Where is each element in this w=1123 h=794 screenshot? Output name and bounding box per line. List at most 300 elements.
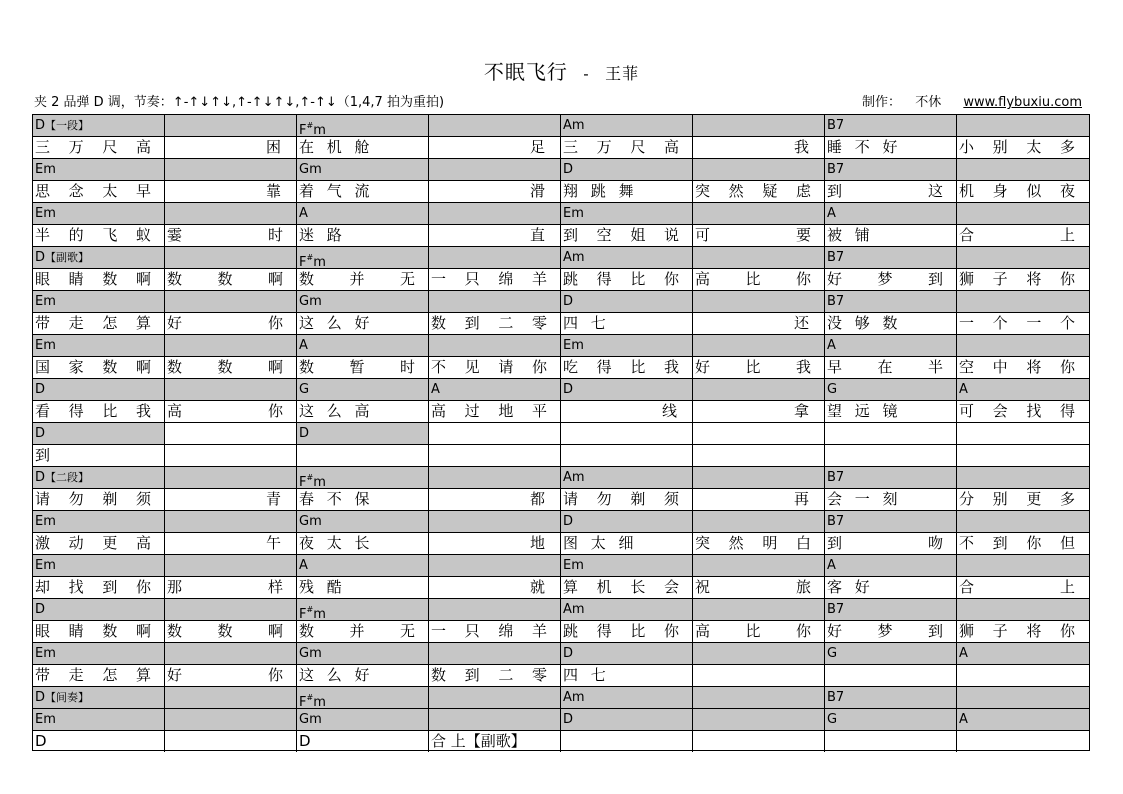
lyric-cell — [165, 577, 297, 598]
lyric-cell — [165, 137, 297, 158]
lyric-cell — [165, 357, 297, 378]
lyric-cell — [297, 313, 429, 334]
lyric-cell — [297, 445, 429, 466]
lyric-text: 一 只 绵 羊 — [431, 622, 547, 640]
chord-cell — [297, 599, 429, 620]
chord-cell — [825, 467, 957, 488]
chord-cell — [693, 291, 825, 312]
lyric-cell — [957, 269, 1089, 290]
lyric-cell — [33, 137, 165, 158]
chord-row — [33, 599, 1089, 621]
chord-cell — [561, 335, 693, 356]
lyric-cell — [825, 357, 957, 378]
lyric-cell — [693, 665, 825, 686]
chord-cell — [825, 643, 957, 664]
chord-name: A — [827, 338, 836, 353]
lyric-cell — [33, 357, 165, 378]
chord-cell — [429, 291, 561, 312]
section-tag: 【副歌】 — [45, 251, 90, 264]
chord-cell — [693, 555, 825, 576]
lyric-text: 被 铺 — [827, 226, 870, 244]
song-title: 不眠飞行 — [483, 60, 568, 84]
chord-row — [33, 555, 1089, 577]
lyric-cell — [957, 731, 1089, 752]
chord-name: D — [563, 382, 574, 397]
chord-name: Am — [563, 602, 585, 617]
lyric-row — [33, 731, 1089, 753]
chord-name: D — [35, 602, 46, 617]
lyric-text: 可 会 找 得 — [959, 402, 1075, 420]
lyric-text: 这 么 好 — [299, 666, 370, 684]
chord-row — [33, 335, 1089, 357]
chord-name: B7 — [827, 250, 845, 265]
lyric-cell — [561, 225, 693, 246]
chord-cell — [165, 643, 297, 664]
chord-name: Em — [563, 338, 584, 353]
chord-cell — [957, 709, 1089, 730]
lyric-cell — [297, 489, 429, 510]
chord-cell — [33, 379, 165, 400]
lyric-cell — [561, 401, 693, 422]
chord-cell — [165, 379, 297, 400]
chord-cell — [429, 643, 561, 664]
lyric-cell — [957, 313, 1089, 334]
chord-cell — [825, 159, 957, 180]
lyric-text: 直 — [529, 226, 545, 244]
lyric-cell — [297, 269, 429, 290]
chord-row — [33, 379, 1089, 401]
lyric-text: 夜 太 长 — [299, 534, 370, 552]
chord-name: B7 — [827, 118, 845, 133]
lyric-cell — [429, 401, 561, 422]
chord-name: A — [959, 646, 968, 661]
chord-name: B7 — [827, 294, 845, 309]
lyric-cell — [429, 313, 561, 334]
chord-cell — [957, 159, 1089, 180]
lyric-cell — [561, 577, 693, 598]
lyric-text: 分 别 更 多 — [959, 490, 1075, 508]
lyric-cell — [33, 313, 165, 334]
capo-rhythm-info: 夹 2 品弹 D 调，节奏：↑-↑↓↑↓,↑-↑↓↑↓,↑-↑↓（1,4,7 拍为重拍) — [34, 95, 445, 110]
lyric-cell — [429, 665, 561, 686]
chord-cell — [297, 709, 429, 730]
chord-name: D — [35, 118, 46, 133]
lyric-text: 望 远 镜 — [827, 402, 898, 420]
chord-cell — [429, 115, 561, 136]
lyric-cell — [297, 577, 429, 598]
artist-name: 王菲 — [605, 64, 640, 83]
lyric-text: 数 数 啊 — [167, 622, 283, 640]
lyric-cell — [33, 665, 165, 686]
lyric-cell — [165, 181, 297, 202]
lyric-text: 突 然 疑 虑 — [695, 182, 811, 200]
lyric-text: 三 万 尺 高 — [35, 138, 151, 156]
lyric-text: 跳 得 比 你 — [563, 270, 679, 288]
lyric-row — [33, 225, 1089, 247]
chord-name: Am — [563, 470, 585, 485]
chord-cell — [429, 159, 561, 180]
lyric-cell — [33, 489, 165, 510]
lyric-text: 一 只 绵 羊 — [431, 270, 547, 288]
lyric-cell — [561, 137, 693, 158]
chord-cell — [165, 335, 297, 356]
lyric-text: 跳 得 比 你 — [563, 622, 679, 640]
lyric-cell — [825, 621, 957, 642]
chord-cell — [825, 203, 957, 224]
lyric-text: 带 走 怎 算 — [35, 666, 151, 684]
lyric-text: 思 念 太 早 — [35, 182, 151, 200]
lyric-cell — [561, 313, 693, 334]
lyric-cell — [693, 313, 825, 334]
lyric-text: 这 么 高 — [299, 402, 370, 420]
lyric-text: 都 — [529, 490, 545, 508]
chord-cell — [33, 511, 165, 532]
lyric-cell — [957, 181, 1089, 202]
chord-cell — [165, 115, 297, 136]
lyric-cell — [33, 445, 165, 466]
lyric-text: 四 七 — [563, 666, 606, 684]
chord-name: D — [563, 514, 574, 529]
chord-name: Gm — [299, 162, 322, 177]
chord-cell — [561, 599, 693, 620]
lyric-row — [33, 401, 1089, 423]
lyric-cell — [957, 489, 1089, 510]
chord-name: D — [35, 470, 46, 485]
chord-cell — [429, 423, 561, 444]
lyric-row — [33, 445, 1089, 467]
lyric-cell — [825, 269, 957, 290]
lyric-text: 好 比 我 — [695, 358, 811, 376]
lyric-cell — [33, 533, 165, 554]
lyric-text: 国 家 数 啊 — [35, 358, 151, 376]
lyric-cell — [693, 357, 825, 378]
lyric-cell — [957, 621, 1089, 642]
chord-name: Gm — [299, 514, 322, 529]
lyric-cell — [165, 665, 297, 686]
lyric-text: 吃 得 比 我 — [563, 358, 679, 376]
chord-name: Em — [35, 162, 56, 177]
lyric-cell — [429, 489, 561, 510]
lyric-text: 不 见 请 你 — [431, 358, 547, 376]
chord-name: G — [827, 382, 838, 397]
chord-row — [33, 159, 1089, 181]
chord-cell — [297, 291, 429, 312]
lyric-cell — [165, 621, 297, 642]
lyric-cell — [561, 489, 693, 510]
lyric-text: 请 勿 剃 须 — [563, 490, 679, 508]
lyric-text: 到 空 姐 说 — [563, 226, 679, 244]
lyric-cell — [297, 137, 429, 158]
chord-row — [33, 643, 1089, 665]
chord-name: A — [431, 382, 440, 397]
chord-cell — [429, 687, 561, 708]
chord-cell — [297, 335, 429, 356]
chord-name: A — [299, 558, 308, 573]
chord-cell — [33, 687, 165, 708]
lyric-row — [33, 269, 1089, 291]
chord-cell — [561, 115, 693, 136]
lyric-cell — [429, 137, 561, 158]
lyric-text: 机 身 似 夜 — [959, 182, 1075, 200]
lyric-row — [33, 533, 1089, 555]
lyric-row — [33, 577, 1089, 599]
chord-cell — [825, 511, 957, 532]
chord-cell — [825, 379, 957, 400]
lyric-text: 空 中 将 你 — [959, 358, 1075, 376]
lyric-text: 数 并 无 — [299, 270, 415, 288]
chord-row — [33, 115, 1089, 137]
lyric-text: 好 你 — [167, 666, 283, 684]
lyric-cell — [165, 445, 297, 466]
lyric-text: 算 机 长 会 — [563, 578, 679, 596]
chord-name: A — [959, 712, 968, 727]
chord-name: D — [563, 162, 574, 177]
chord-cell — [561, 247, 693, 268]
chord-cell — [165, 247, 297, 268]
chord-name: F#m — [299, 473, 326, 488]
lyric-text: 会 一 刻 — [827, 490, 898, 508]
chord-cell — [957, 115, 1089, 136]
chord-cell — [825, 291, 957, 312]
lyric-row — [33, 621, 1089, 643]
lyric-cell — [957, 137, 1089, 158]
section-tag: 【一段】 — [45, 119, 90, 132]
lyric-cell — [561, 269, 693, 290]
chord-cell — [297, 511, 429, 532]
chord-name: D — [35, 690, 46, 705]
chord-lyric-sheet — [32, 114, 1090, 751]
lyric-text: D — [35, 732, 47, 750]
chord-cell — [825, 687, 957, 708]
lyric-text: 好 你 — [167, 314, 283, 332]
lyric-cell — [165, 401, 297, 422]
lyric-cell — [165, 489, 297, 510]
lyric-text: 数 并 无 — [299, 622, 415, 640]
lyric-cell — [297, 731, 429, 752]
lyric-cell — [693, 137, 825, 158]
chord-cell — [429, 203, 561, 224]
lyric-cell — [957, 357, 1089, 378]
chord-name: Em — [35, 646, 56, 661]
song-title-line — [0, 56, 1123, 85]
chord-cell — [297, 555, 429, 576]
lyric-cell — [429, 577, 561, 598]
lyric-cell — [165, 269, 297, 290]
lyric-cell — [165, 533, 297, 554]
chord-row — [33, 467, 1089, 489]
lyric-text: 靠 — [265, 182, 281, 200]
chord-cell — [33, 159, 165, 180]
lyric-row — [33, 181, 1089, 203]
chord-name: Em — [35, 712, 56, 727]
lyric-cell — [165, 225, 297, 246]
chord-cell — [957, 291, 1089, 312]
lyric-cell — [693, 731, 825, 752]
lyric-text: 眼 睛 数 啊 — [35, 270, 151, 288]
chord-name: D — [35, 426, 46, 441]
lyric-text: 带 走 怎 算 — [35, 314, 151, 332]
lyric-text: 突 然 明 白 — [695, 534, 811, 552]
lyric-cell — [429, 269, 561, 290]
chord-name: Gm — [299, 712, 322, 727]
lyric-text: 困 — [265, 138, 281, 156]
lyric-cell — [429, 181, 561, 202]
chord-cell — [561, 291, 693, 312]
chord-cell — [429, 511, 561, 532]
lyric-text: 春 不 保 — [299, 490, 370, 508]
chord-cell — [693, 511, 825, 532]
chord-name: A — [299, 206, 308, 221]
chord-cell — [165, 709, 297, 730]
chord-cell — [429, 467, 561, 488]
lyric-text: 半 的 飞 蚁 — [35, 226, 151, 244]
lyric-text: 着 气 流 — [299, 182, 370, 200]
chord-cell — [957, 379, 1089, 400]
chord-cell — [693, 159, 825, 180]
chord-cell — [429, 247, 561, 268]
lyric-text: 合 上 — [959, 226, 1075, 244]
chord-cell — [693, 687, 825, 708]
lyric-row — [33, 357, 1089, 379]
chord-name: Em — [563, 558, 584, 573]
lyric-text: 那 样 — [167, 578, 283, 596]
chord-row — [33, 291, 1089, 313]
lyric-cell — [957, 225, 1089, 246]
lyric-text: 这 么 好 — [299, 314, 370, 332]
lyric-cell — [297, 665, 429, 686]
lyric-cell — [429, 445, 561, 466]
chord-name: Em — [35, 514, 56, 529]
lyric-text: 三 万 尺 高 — [563, 138, 679, 156]
lyric-cell — [33, 225, 165, 246]
lyric-cell — [429, 357, 561, 378]
chord-cell — [165, 423, 297, 444]
lyric-cell — [957, 665, 1089, 686]
chord-cell — [561, 511, 693, 532]
chord-name: Am — [563, 118, 585, 133]
chord-cell — [561, 467, 693, 488]
lyric-text: 霎 时 — [167, 226, 283, 244]
chord-cell — [33, 555, 165, 576]
lyric-cell — [561, 533, 693, 554]
lyric-cell — [429, 621, 561, 642]
chord-cell — [693, 599, 825, 620]
lyric-text: 不 到 你 但 — [959, 534, 1075, 552]
chord-cell — [957, 247, 1089, 268]
lyric-text: 高 过 地 平 — [431, 402, 547, 420]
lyric-row — [33, 137, 1089, 159]
lyric-cell — [561, 357, 693, 378]
chord-name: A — [959, 382, 968, 397]
chord-name: A — [827, 558, 836, 573]
chord-cell — [33, 599, 165, 620]
lyric-text: 一 个 一 个 — [959, 314, 1075, 332]
lyric-text: 青 — [265, 490, 281, 508]
chord-cell — [825, 555, 957, 576]
chord-cell — [165, 555, 297, 576]
chord-row — [33, 423, 1089, 445]
chord-name: D — [563, 646, 574, 661]
chord-cell — [825, 423, 957, 444]
lyric-text: 高 比 你 — [695, 270, 811, 288]
lyric-text: 激 动 更 高 — [35, 534, 151, 552]
chord-cell — [297, 643, 429, 664]
lyric-text: 合 上 — [959, 578, 1075, 596]
chord-cell — [33, 709, 165, 730]
credit-url-link[interactable]: www.flybuxiu.com — [963, 95, 1082, 110]
lyric-text: 客 好 — [827, 578, 870, 596]
chord-cell — [957, 599, 1089, 620]
chord-cell — [165, 291, 297, 312]
chord-cell — [33, 203, 165, 224]
lyric-cell — [693, 621, 825, 642]
chord-cell — [297, 379, 429, 400]
chord-cell — [957, 511, 1089, 532]
chord-name: F#m — [299, 121, 326, 136]
lyric-cell — [33, 181, 165, 202]
lyric-cell — [561, 731, 693, 752]
section-tag: 【间奏】 — [45, 691, 90, 704]
lyric-cell — [825, 313, 957, 334]
lyric-text: 足 — [529, 138, 545, 156]
chord-row — [33, 687, 1089, 709]
lyric-cell — [825, 401, 957, 422]
chord-name: B7 — [827, 690, 845, 705]
lyric-text: 午 — [265, 534, 281, 552]
lyric-text: 狮 子 将 你 — [959, 270, 1075, 288]
chord-cell — [693, 379, 825, 400]
chord-name: Gm — [299, 646, 322, 661]
chord-cell — [297, 115, 429, 136]
lyric-text: 到 — [35, 446, 51, 464]
chord-name: B7 — [827, 602, 845, 617]
lyric-text: 合 上【副歌】 — [431, 732, 526, 750]
chord-name: D — [563, 294, 574, 309]
lyric-text: 祝 旅 — [695, 578, 811, 596]
lyric-cell — [297, 401, 429, 422]
chord-cell — [297, 687, 429, 708]
section-tag: 【二段】 — [45, 471, 90, 484]
lyric-row — [33, 665, 1089, 687]
chord-cell — [165, 599, 297, 620]
lyric-row — [33, 313, 1089, 335]
chord-cell — [165, 511, 297, 532]
lyric-text: 眼 睛 数 啊 — [35, 622, 151, 640]
lyric-cell — [561, 665, 693, 686]
chord-cell — [825, 599, 957, 620]
chord-name: Am — [563, 250, 585, 265]
lyric-text: 看 得 比 我 — [35, 402, 151, 420]
lyric-text: 数 到 二 零 — [431, 666, 547, 684]
lyric-cell — [33, 401, 165, 422]
chord-name: Em — [35, 338, 56, 353]
lyric-text: 没 够 数 — [827, 314, 898, 332]
chord-cell — [33, 467, 165, 488]
chord-name: G — [299, 382, 310, 397]
lyric-cell — [165, 731, 297, 752]
lyric-text: 滑 — [529, 182, 545, 200]
lyric-text: 翔 跳 舞 — [563, 182, 634, 200]
lyric-cell — [693, 577, 825, 598]
lyric-text: 再 — [793, 490, 809, 508]
lyric-text: 到 吻 — [827, 534, 943, 552]
lyric-cell — [825, 445, 957, 466]
chord-name: G — [827, 712, 838, 727]
lyric-text: 数 数 啊 — [167, 358, 283, 376]
chord-row — [33, 709, 1089, 731]
chord-cell — [693, 203, 825, 224]
chord-cell — [957, 335, 1089, 356]
